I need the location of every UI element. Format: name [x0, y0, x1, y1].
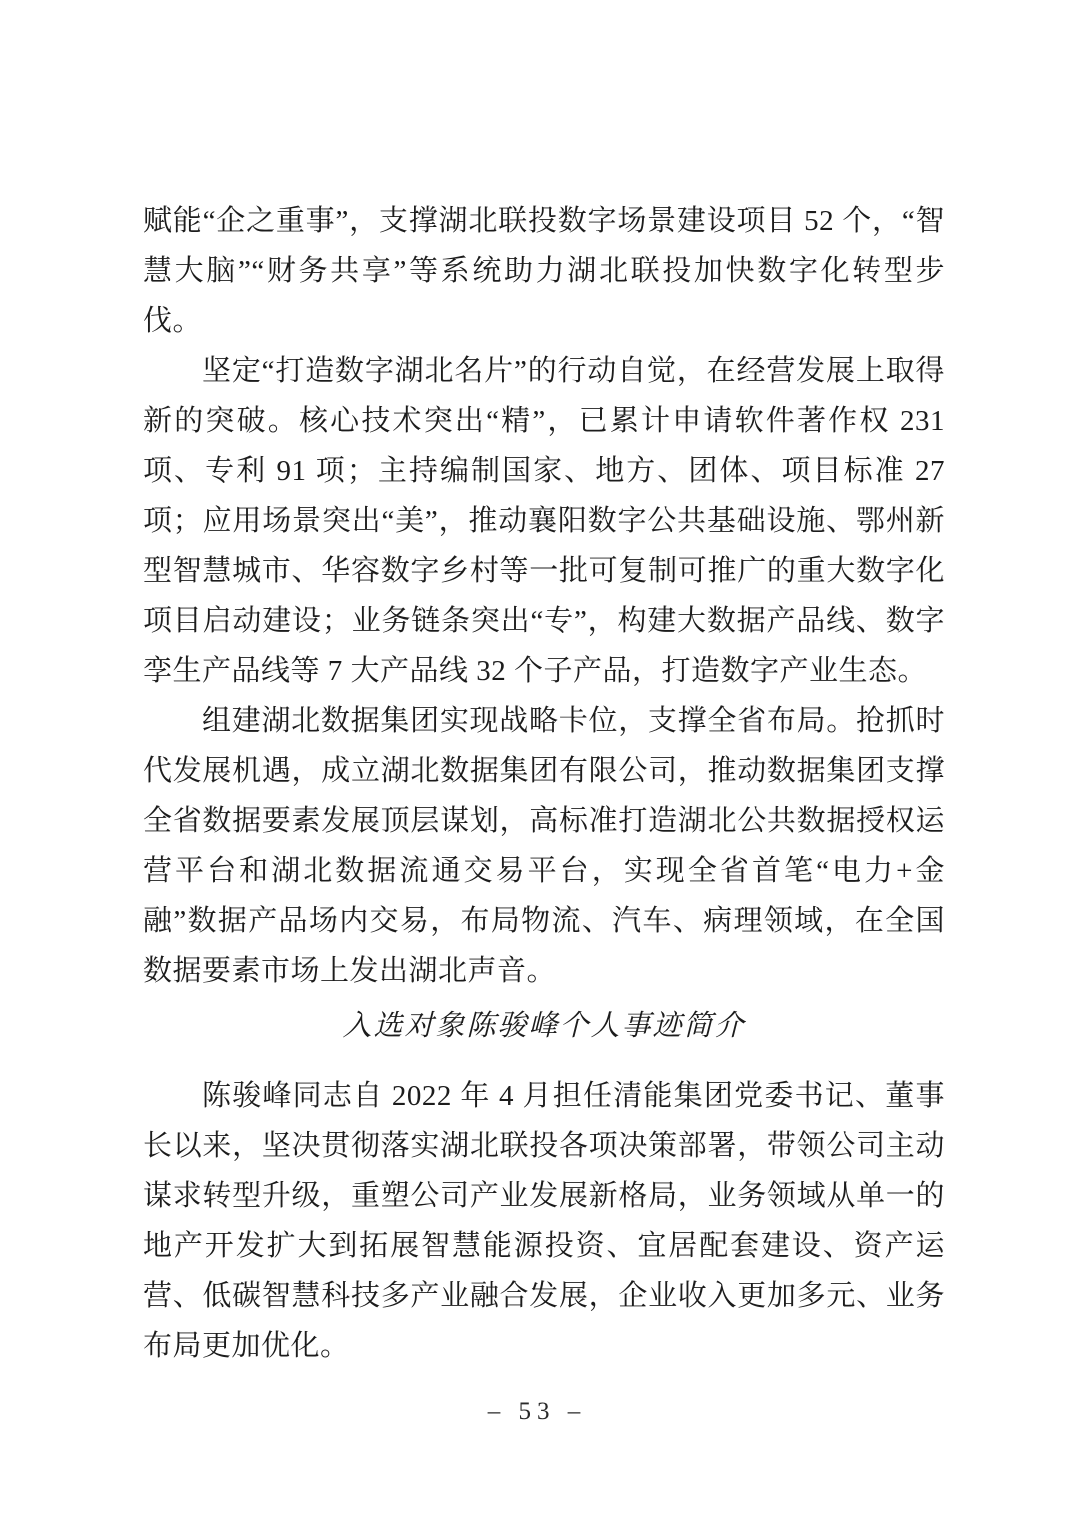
body-paragraph-bio: 陈骏峰同志自 2022 年 4 月担任清能集团党委书记、董事长以来，坚决贯彻落实湖北联投各项决策部署，带领公司主动谋求转型升级，重塑公司产业发展新格局，业务领域从单一的地产开发扩大到拓展智慧能源投资、宜居配套建设、资产运营、低碳智慧科技多产业融合发展，企业收入更加多元、业务布局更加优化。 [143, 1080, 945, 1362]
body-paragraph-data-group: 组建湖北数据集团实现战略卡位，支撑全省布局。抢抓时代发展机遇，成立湖北数据集团有限公司，推动数据集团支撑全省数据要素发展顶层谋划，高标准打造湖北公共数据授权运营平台和湖北数据流通交易平台，实现全省首笔“电力+金融”数据产品场内交易，布局物流、汽车、病理领域，在全国数据要素市场上发出湖北声音。 [143, 705, 945, 987]
body-paragraph-continuation: 赋能“企之重事”，支撑湖北联投数字场景建设项目 52 个，“智慧大脑”“财务共享”等系统助力湖北联投加快数字化转型步伐。 [143, 205, 945, 337]
body-paragraph-digital-hubei: 坚定“打造数字湖北名片”的行动自觉，在经营发展上取得新的突破。核心技术突出“精”，已累计申请软件著作权 231 项、专利 91 项；主持编制国家、地方、团体、项目标准 27 项；应用场景突出“美”，推动襄阳数字公共基础设施、鄂州新型智慧城市、华容数字乡村等一批可复制可推广的重大数字化项目启动建设；业务链条突出“专”，构建大数据产品线、数字孪生产品线等 7 大产品线 32 个子产品，打造数字产业生态。 [143, 355, 945, 687]
section-heading: 入选对象陈骏峰个人事迹简介 [342, 1010, 746, 1042]
page-number: – 53 – [487, 1398, 587, 1425]
